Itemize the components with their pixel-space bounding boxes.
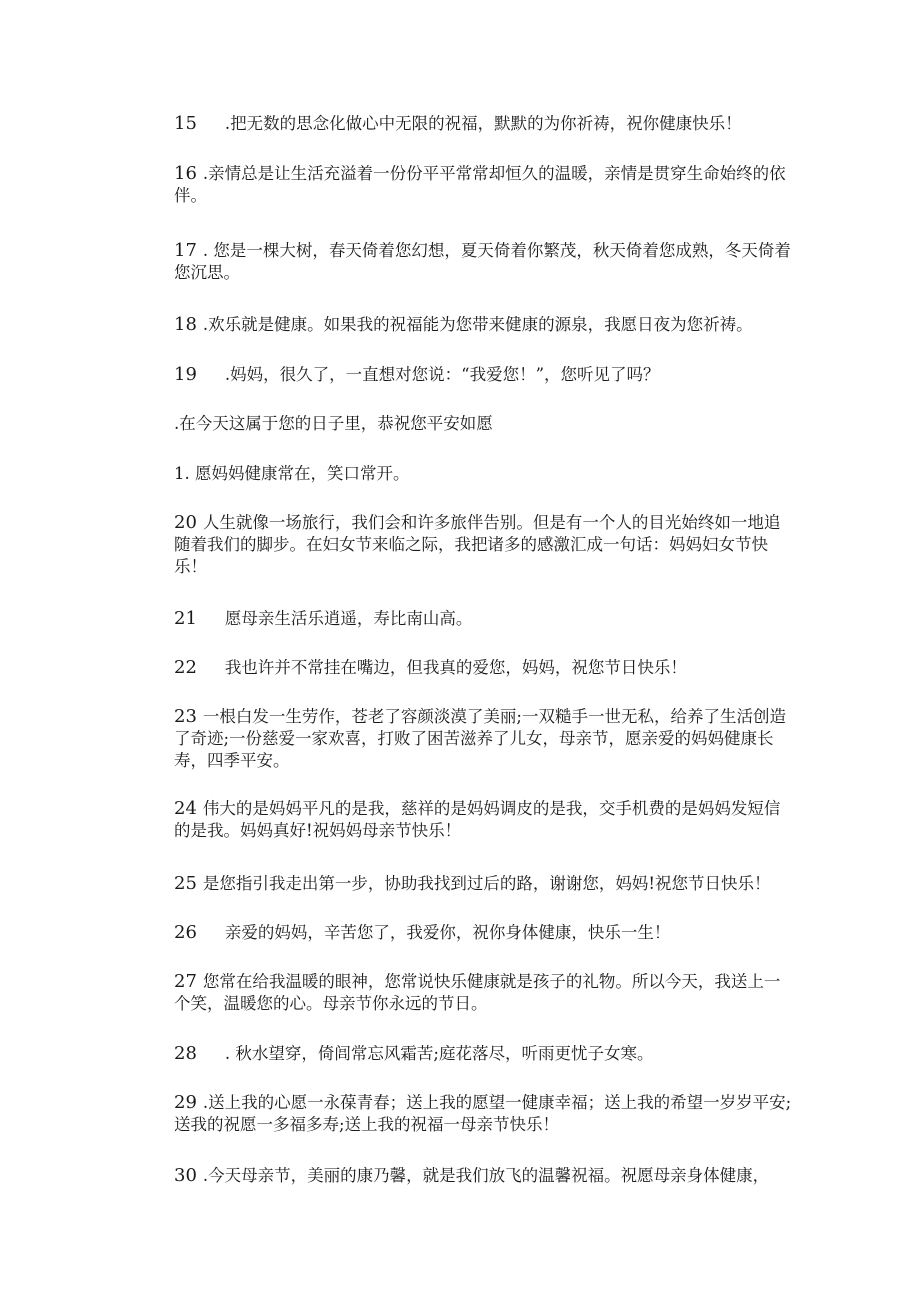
paragraph-text: . 秋水望穿，倚闾常忘风霜苦;庭花落尽，听雨更忧子女寒。 (224, 1044, 654, 1063)
paragraph-text: .欢乐就是健康。如果我的祝福能为您带来健康的源泉，我愿日夜为您祈祷。 (202, 315, 753, 334)
paragraph-list-1 (174, 463, 794, 485)
paragraph-number: 22 (174, 657, 197, 678)
paragraph-number: 18 (174, 314, 197, 335)
paragraph-22 (174, 657, 794, 679)
paragraph-21 (174, 608, 794, 630)
paragraph-text: 1. 愿妈妈健康常在，笑口常开。 (174, 464, 410, 483)
paragraph-23 (174, 706, 794, 772)
paragraph-29 (174, 1092, 794, 1136)
paragraph-number: 23 (174, 706, 197, 727)
paragraph-24 (174, 798, 794, 842)
paragraph-28 (174, 1043, 794, 1065)
paragraph-25 (174, 873, 794, 895)
paragraph-18 (174, 314, 794, 336)
paragraph-20 (174, 512, 794, 578)
paragraph-text: 我也许并不常挂在嘴边，但我真的爱您，妈妈，祝您节日快乐！ (224, 658, 687, 677)
paragraph-text: 您常在给我温暖的眼神，您常说快乐健康就是孩子的礼物。所以今天，我送上一个笑，温暖您的心。母亲节你永远的节日。 (174, 972, 781, 1013)
paragraph-27 (174, 971, 794, 1015)
paragraph-text: 亲爱的妈妈，辛苦您了，我爱你，祝你身体健康，快乐一生！ (224, 923, 671, 942)
paragraph-number: 28 (174, 1043, 197, 1064)
paragraph-26 (174, 922, 794, 944)
paragraph-text: 伟大的是妈妈平凡的是我，慈祥的是妈妈调皮的是我，交手机费的是妈妈发短信的是我。妈妈真好!祝妈妈母亲节快乐！ (174, 799, 781, 840)
paragraph-number: 26 (174, 922, 197, 943)
paragraph-15 (174, 113, 794, 135)
paragraph-blessing (174, 413, 794, 435)
paragraph-number: 29 (174, 1092, 197, 1113)
paragraph-number: 20 (174, 512, 197, 533)
paragraph-text: 一根白发一生劳作，苍老了容颜淡漠了美丽;一双糙手一世无私，给养了生活创造了奇迹;一份慈爱一家欢喜，打败了困苦滋养了儿女，母亲节，愿亲爱的妈妈健康长寿，四季平安。 (174, 707, 786, 770)
paragraph-number: 30 (174, 1165, 197, 1186)
paragraph-17 (174, 240, 794, 284)
paragraph-text: .送上我的心愿一永葆青春；送上我的愿望一健康幸福；送上我的希望一岁岁平安;送我的祝愿一多福多寿;送上我的祝福一母亲节快乐！ (174, 1093, 792, 1134)
paragraph-text: .妈妈，很久了，一直想对您说：“我爱您！”，您听见了吗？ (224, 365, 660, 384)
paragraph-text: .亲情总是让生活充溢着一份份平平常常却恒久的温暖，亲情是贯穿生命始终的依伴。 (174, 164, 786, 205)
paragraph-text: 愿母亲生活乐逍遥，寿比南山高。 (224, 609, 473, 628)
paragraph-number: 27 (174, 971, 197, 992)
paragraph-text: .把无数的思念化做心中无限的祝福，默默的为你祈祷，祝你健康快乐！ (224, 114, 742, 133)
paragraph-number: 15 (174, 113, 197, 134)
paragraph-16 (174, 163, 794, 207)
paragraph-number: 17 (174, 240, 197, 261)
paragraph-text: . 您是一棵大树，春天倚着您幻想，夏天倚着你繁茂，秋天倚着您成熟，冬天倚着您沉思。 (174, 241, 791, 282)
paragraph-number: 16 (174, 163, 197, 184)
paragraph-30 (174, 1165, 794, 1187)
paragraph-number: 24 (174, 798, 197, 819)
paragraph-19 (174, 364, 794, 386)
paragraph-number: 25 (174, 873, 197, 894)
paragraph-number: 21 (174, 608, 197, 629)
paragraph-text: 是您指引我走出第一步，协助我找到过后的路，谢谢您，妈妈!祝您节日快乐！ (202, 874, 771, 893)
paragraph-text: .在今天这属于您的日子里，恭祝您平安如愿 (174, 414, 493, 433)
paragraph-number: 19 (174, 364, 197, 385)
paragraph-text: .今天母亲节，美丽的康乃馨，就是我们放飞的温馨祝福。祝愿母亲身体健康， (202, 1166, 770, 1185)
paragraph-text: 人生就像一场旅行，我们会和许多旅伴告别。但是有一个人的目光始终如一地追随着我们的脚步。在妇女节来临之际，我把诸多的感激汇成一句话：妈妈妇女节快乐！ (174, 513, 781, 576)
